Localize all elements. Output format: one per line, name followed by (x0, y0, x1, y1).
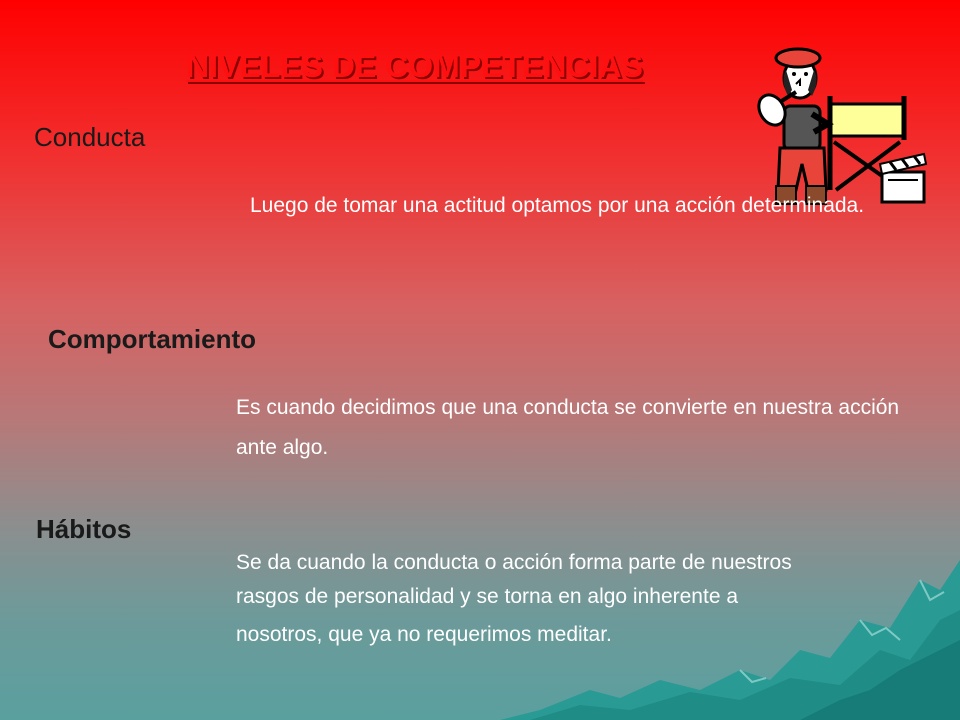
body-comportamiento: Es cuando decidimos que una conducta se convierte en nuestra acción ante algo. (236, 396, 900, 459)
body-habitos-line: Se da cuando la conducta o acción forma parte de nuestros (236, 551, 792, 574)
slide-title: NIVELES DE COMPETENCIAS (186, 48, 643, 84)
body-habitos-line: nosotros, que ya no requerimos meditar. (236, 623, 612, 646)
body-conducta: Luego de tomar una actitud optamos por una acción determinada. (250, 194, 865, 217)
heading-comportamiento: Comportamiento (48, 324, 256, 354)
heading-habitos: Hábitos (36, 514, 132, 544)
body-habitos-line: rasgos de personalidad y se torna en algo inherente a (236, 585, 739, 608)
heading-conducta: Conducta (34, 122, 146, 152)
